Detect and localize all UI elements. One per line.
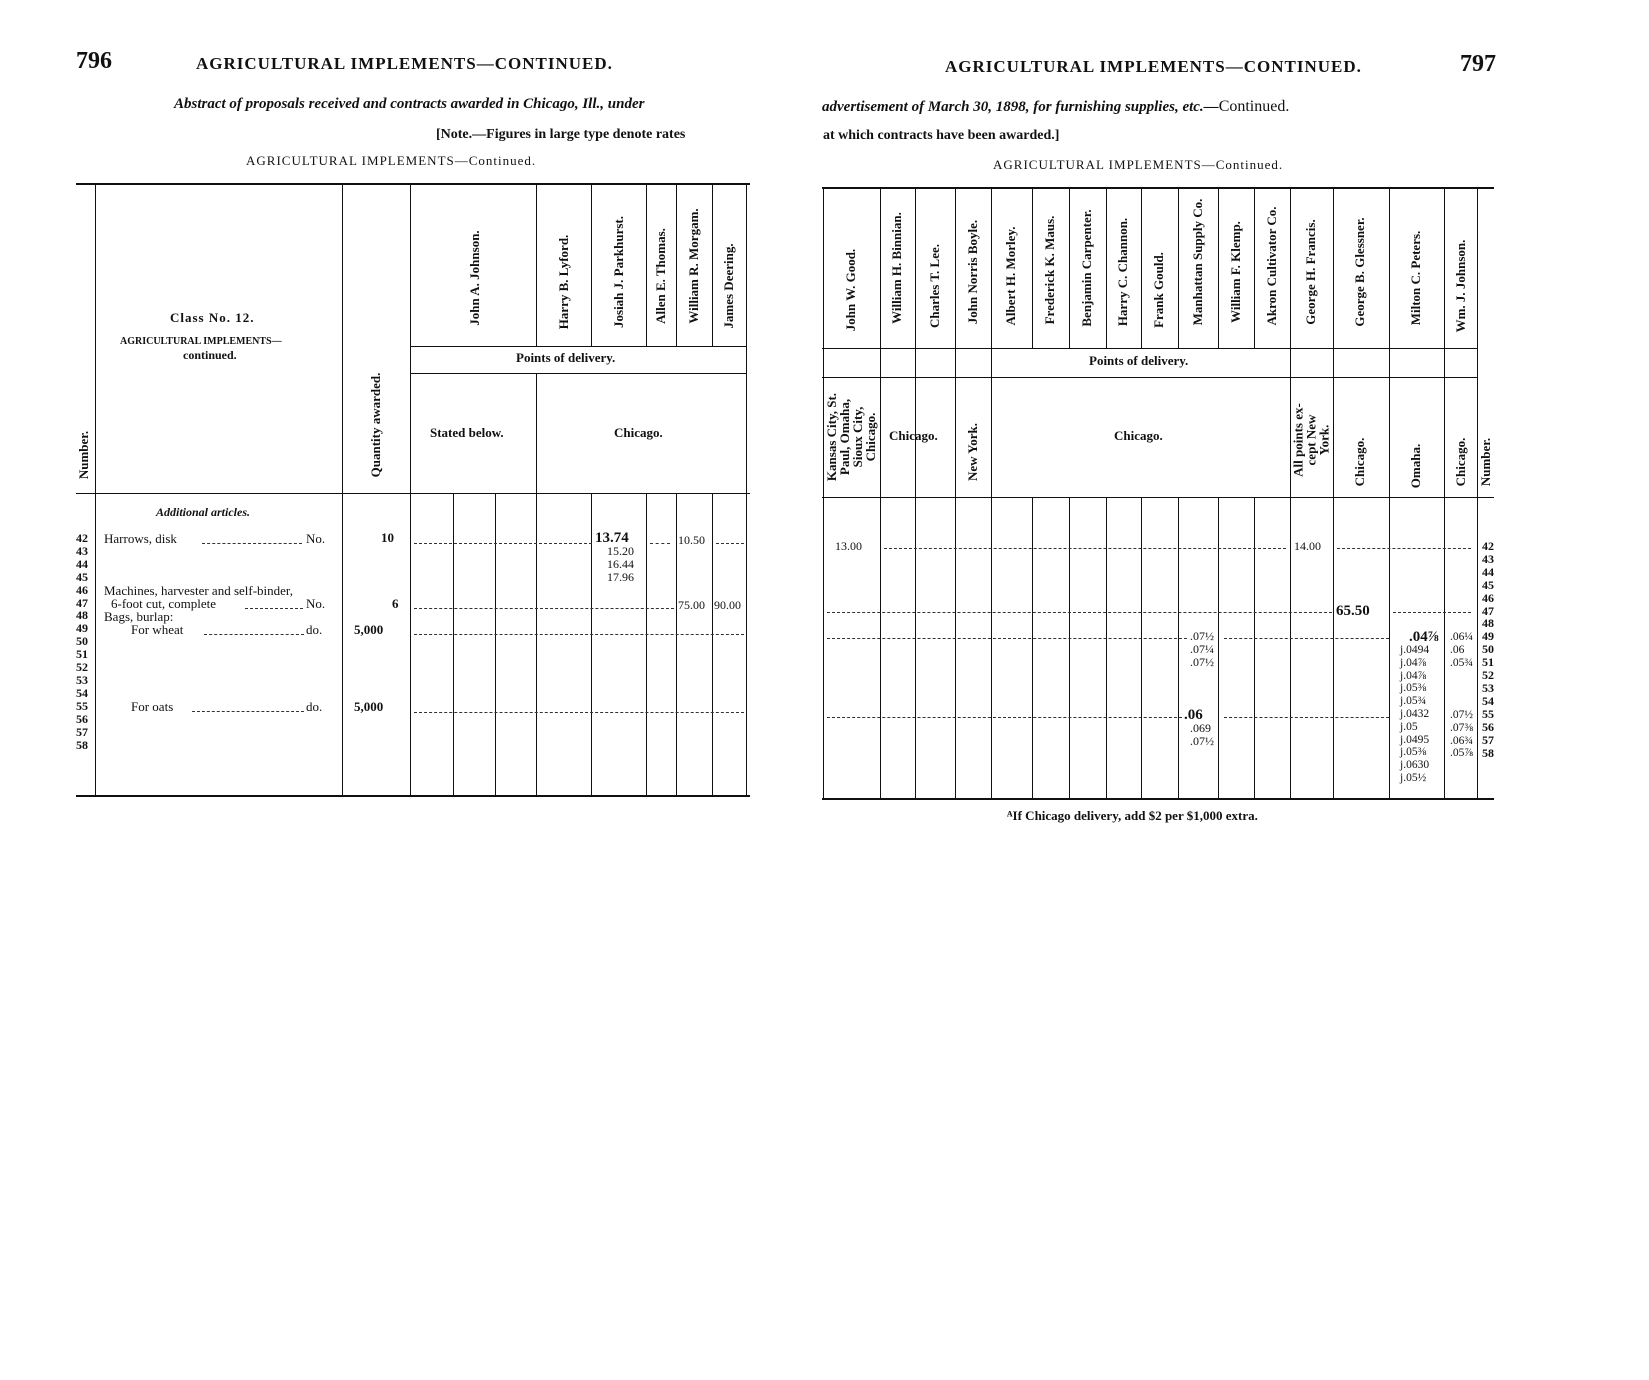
bidder-harry-channon: Harry C. Channon.: [1115, 217, 1130, 327]
bidder-allen-thomas: Allen E. Thomas.: [653, 228, 668, 324]
val-parkhurst-13-74: 13.74: [595, 530, 629, 546]
val-peters-wheat-big: .04⅞: [1409, 629, 1439, 645]
val-francis-harrow: 14.00: [1294, 539, 1321, 553]
header-left: AGRICULTURAL IMPLEMENTS—CONTINUED.: [196, 54, 613, 73]
row-numbers-left: 42 43 44 45 46 47 48 49 50 51 52 53 54 55 56 57 58: [76, 531, 88, 752]
val-parkhurst-others: 15.20 16.44 17.96: [607, 544, 634, 584]
bidder-william-morgam: William R. Morgam.: [686, 208, 701, 324]
val-good-harrow: 13.00: [835, 539, 862, 553]
bidder-manhattan-supply: Manhattan Supply Co.: [1190, 198, 1205, 326]
item-bags-burlap: Bags, burlap:: [104, 609, 174, 624]
section-additional-articles: Additional articles.: [156, 505, 251, 519]
item-harrows-disk: Harrows, disk: [104, 531, 177, 546]
point-stated-below: Stated below.: [430, 425, 504, 440]
point-francis: All points ex- cept New York.: [1290, 403, 1332, 477]
qty-wheat: 5,000: [354, 622, 384, 637]
val-glessner-machine: 65.50: [1336, 603, 1370, 619]
bidder-frederick-maus: Frederick K. Maus.: [1042, 215, 1057, 325]
bidder-william-binnian: William H. Binnian.: [889, 212, 904, 324]
item-machines-line2: 6-foot cut, complete: [111, 596, 217, 611]
number-label-right: Number.: [1478, 437, 1493, 487]
point-peters-omaha: Omaha.: [1408, 443, 1423, 489]
points-label-left: Points of delivery.: [516, 350, 616, 365]
bidder-albert-morley: Albert H. Morley.: [1003, 226, 1018, 326]
subheader-right: AGRICULTURAL IMPLEMENTS—Continued.: [993, 157, 1284, 172]
bidder-john-norris-boyle: John Norris Boyle.: [965, 219, 980, 325]
item-unit: No.: [306, 531, 326, 546]
page-number-left: 796: [76, 48, 112, 74]
bidder-john-w-good: John W. Good.: [843, 248, 858, 332]
bidder-frank-gould: Frank Gould.: [1151, 252, 1166, 328]
bidder-james-deering: James Deering.: [721, 243, 736, 329]
item-unit: do.: [306, 699, 323, 714]
point-glessner-chicago: Chicago.: [1352, 437, 1367, 487]
bidder-george-francis: George H. Francis.: [1303, 219, 1318, 325]
val-johnson-wheat: .06¼ .06 .05¾: [1450, 631, 1473, 669]
quantity-label: Quantity awarded.: [368, 372, 383, 478]
bidder-milton-peters: Milton C. Peters.: [1408, 230, 1423, 326]
point-chicago-1: Chicago.: [889, 428, 938, 443]
subheader-left: AGRICULTURAL IMPLEMENTS—Continued.: [246, 153, 537, 168]
page-number-right: 797: [1460, 51, 1496, 77]
note-left: [Note.—Figures in large type denote rates: [436, 127, 686, 142]
intro-right: advertisement of March 30, 1898, for furnishing supplies, etc.—Continued.: [822, 98, 1290, 115]
header-right: AGRICULTURAL IMPLEMENTS—CONTINUED.: [945, 57, 1362, 76]
item-for-oats: For oats: [131, 699, 174, 714]
val-morgam-harrow: 10.50: [678, 533, 705, 547]
item-for-wheat: For wheat: [131, 622, 184, 637]
bidder-wm-johnson: Wm. J. Johnson.: [1453, 239, 1468, 333]
qty-harrows: 10: [381, 530, 394, 545]
point-johnson-chicago: Chicago.: [1453, 437, 1468, 487]
class-label: Class No. 12.: [170, 310, 255, 325]
bidder-william-klemp: William F. Klemp.: [1228, 221, 1243, 323]
intro-left: Abstract of proposals received and contracts awarded in Chicago, Ill., under: [174, 96, 645, 112]
bidder-akron-cultivator: Akron Cultivator Co.: [1264, 206, 1279, 326]
note-right: at which contracts have been awarded.]: [823, 128, 1060, 143]
point-good: Kansas City, St. Paul, Omaha, Sioux City, Chicago.: [824, 392, 878, 482]
point-chicago-2: Chicago.: [1114, 428, 1163, 443]
point-chicago-left: Chicago.: [614, 425, 663, 440]
val-manhattan-oats: .069 .07½: [1190, 721, 1214, 748]
qty-machines: 6: [392, 596, 399, 611]
footnote-chicago-delivery: ᴬIf Chicago delivery, add $2 per $1,000 extra.: [1007, 808, 1258, 823]
class-sub2: continued.: [183, 348, 237, 362]
item-machines: Machines, harvester and self-binder,: [104, 583, 293, 598]
qty-oats: 5,000: [354, 699, 384, 714]
row-numbers-right: 42 43 44 45 46 47 48 49 50 51 52 53 54 55 56 57 58: [1482, 539, 1494, 760]
bidder-charles-lee: Charles T. Lee.: [927, 243, 942, 329]
val-manhattan-oats-big: .06: [1184, 707, 1203, 723]
val-deering-machine: 90.00: [714, 598, 741, 612]
val-johnson-oats: .07½ .07⅜ .06¾ .05⅞: [1450, 709, 1473, 760]
bidder-benjamin-carpenter: Benjamin Carpenter.: [1079, 209, 1094, 327]
item-unit: No.: [306, 596, 326, 611]
bidder-harry-b-lyford: Harry B. Lyford.: [556, 234, 571, 330]
bidder-george-glessner: George B. Glessner.: [1352, 217, 1367, 327]
val-manhattan-wheat: .07½ .07¼ .07½: [1190, 629, 1214, 669]
val-morgam-machine: 75.00: [678, 598, 705, 612]
points-label-right: Points of delivery.: [1089, 353, 1189, 368]
class-sub: AGRICULTURAL IMPLEMENTS—: [120, 336, 282, 347]
item-unit: do.: [306, 622, 323, 637]
val-peters-list: j.0494 j.04⅞ j.04⅞ j.05⅜ j.05¾ j.0432 j.05 j.0495 j.05⅜ j.0630 j.05½: [1400, 644, 1430, 784]
point-new-york: New York.: [965, 422, 980, 482]
bidder-john-a-johnson: John A. Johnson.: [467, 230, 482, 326]
number-label-left: Number.: [76, 430, 91, 480]
bidder-josiah-parkhurst: Josiah J. Parkhurst.: [611, 216, 626, 328]
